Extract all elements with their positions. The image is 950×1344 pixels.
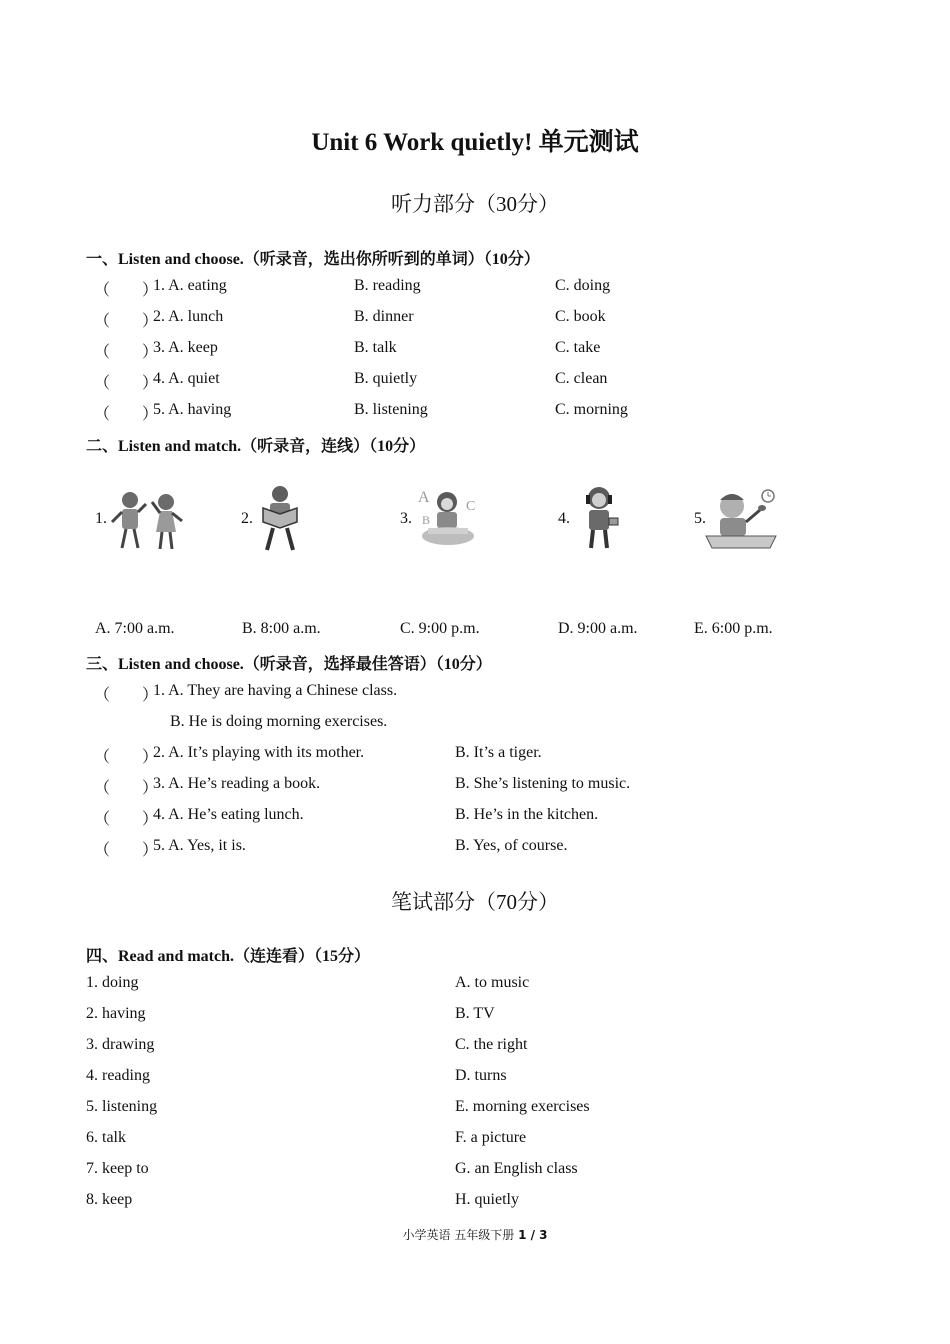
option-a: 2. A. lunch — [153, 308, 224, 325]
option-c: C. take — [555, 339, 601, 356]
match-left-item: 7. keep to — [86, 1160, 149, 1177]
match-right-item: E. morning exercises — [455, 1098, 590, 1115]
match-left-item: 1. doing — [86, 974, 139, 991]
match-right-item: G. an English class — [455, 1160, 578, 1177]
answer-blank: （ ） — [94, 282, 159, 299]
match-left-item: 2. having — [86, 1005, 146, 1022]
time-option: B. 8:00 a.m. — [242, 620, 321, 637]
option-a: 3. A. He’s reading a book. — [153, 775, 321, 792]
match-left-item: 4. reading — [86, 1067, 150, 1084]
match-right-item: B. TV — [455, 1005, 495, 1022]
option-a: 4. A. He’s eating lunch. — [153, 806, 304, 823]
option-b: B. talk — [354, 339, 397, 356]
picture-number: 1. — [95, 510, 107, 527]
option-a: 1. A. They are having a Chinese class. — [153, 682, 398, 699]
man-eating-icon — [704, 486, 780, 556]
time-option: C. 9:00 p.m. — [400, 620, 480, 637]
time-option: D. 9:00 a.m. — [558, 620, 638, 637]
option-b: B. He is doing morning exercises. — [170, 713, 388, 730]
match-left-item: 8. keep — [86, 1191, 133, 1208]
option-b: B. Yes, of course. — [455, 837, 568, 854]
match-right-item: H. quietly — [455, 1191, 519, 1208]
option-b: B. quietly — [354, 370, 418, 387]
option-b: B. It’s a tiger. — [455, 744, 542, 761]
time-option: A. 7:00 a.m. — [95, 620, 175, 637]
answer-blank: （ ） — [94, 375, 159, 392]
two-children-exercising-icon — [108, 488, 192, 554]
option-a: 1. A. eating — [153, 277, 227, 294]
writing-part-header: 笔试部分（70分） — [391, 890, 559, 914]
option-b: B. dinner — [354, 308, 414, 325]
match-left-item: 5. listening — [86, 1098, 158, 1115]
option-b: B. reading — [354, 277, 421, 294]
section3-heading: 三、Listen and choose.（听录音，选择最佳答语）（10分） — [86, 656, 492, 673]
option-b: B. She’s listening to music. — [455, 775, 631, 792]
answer-blank: （ ） — [94, 313, 159, 330]
match-right-item: C. the right — [455, 1036, 528, 1053]
picture-number: 3. — [400, 510, 412, 527]
option-c: C. clean — [555, 370, 608, 387]
option-a: 5. A. having — [153, 401, 232, 418]
svg-text:B: B — [422, 513, 431, 527]
option-a: 5. A. Yes, it is. — [153, 837, 246, 854]
picture-number: 5. — [694, 510, 706, 527]
option-c: C. doing — [555, 277, 611, 294]
picture-number: 2. — [241, 510, 253, 527]
answer-blank: （ ） — [94, 406, 159, 423]
answer-blank: （ ） — [94, 344, 159, 361]
option-c: C. book — [555, 308, 606, 325]
match-left-item: 3. drawing — [86, 1036, 155, 1053]
match-right-item: D. turns — [455, 1067, 507, 1084]
picture-number: 4. — [558, 510, 570, 527]
option-b: B. He’s in the kitchen. — [455, 806, 599, 823]
match-right-item: F. a picture — [455, 1129, 527, 1146]
section4-heading: 四、Read and match.（连连看）（15分） — [86, 948, 371, 965]
listening-part-header: 听力部分（30分） — [391, 192, 559, 216]
section2-heading: 二、Listen and match.（听录音，连线）（10分） — [86, 438, 426, 455]
option-a: 2. A. It’s playing with its mother. — [153, 744, 365, 761]
option-c: C. morning — [555, 401, 628, 418]
match-right-item: A. to music — [455, 974, 530, 991]
boy-reading-book-icon — [255, 484, 305, 554]
answer-blank: （ ） — [94, 811, 159, 828]
svg-text:C: C — [466, 499, 476, 514]
footer-text: 小学英语 五年级下册 — [402, 1228, 519, 1242]
svg-text:A: A — [418, 489, 430, 506]
answer-blank: （ ） — [94, 842, 159, 859]
page-title: Unit 6 Work quietly! 单元测试 — [311, 129, 639, 156]
time-option: E. 6:00 p.m. — [694, 620, 773, 637]
option-b: B. listening — [354, 401, 428, 418]
option-a: 3. A. keep — [153, 339, 218, 356]
page-footer — [0, 1226, 950, 1243]
girl-drawing-icon — [414, 484, 482, 550]
answer-blank: （ ） — [94, 749, 159, 766]
page-number: 1 / 3 — [518, 1228, 548, 1242]
answer-blank: （ ） — [94, 687, 159, 704]
option-a: 4. A. quiet — [153, 370, 220, 387]
boy-listening-music-icon — [575, 484, 625, 552]
section1-heading: 一、Listen and choose.（听录音，选出你所听到的单词）（10分） — [86, 251, 540, 268]
answer-blank: （ ） — [94, 780, 159, 797]
match-left-item: 6. talk — [86, 1129, 126, 1146]
